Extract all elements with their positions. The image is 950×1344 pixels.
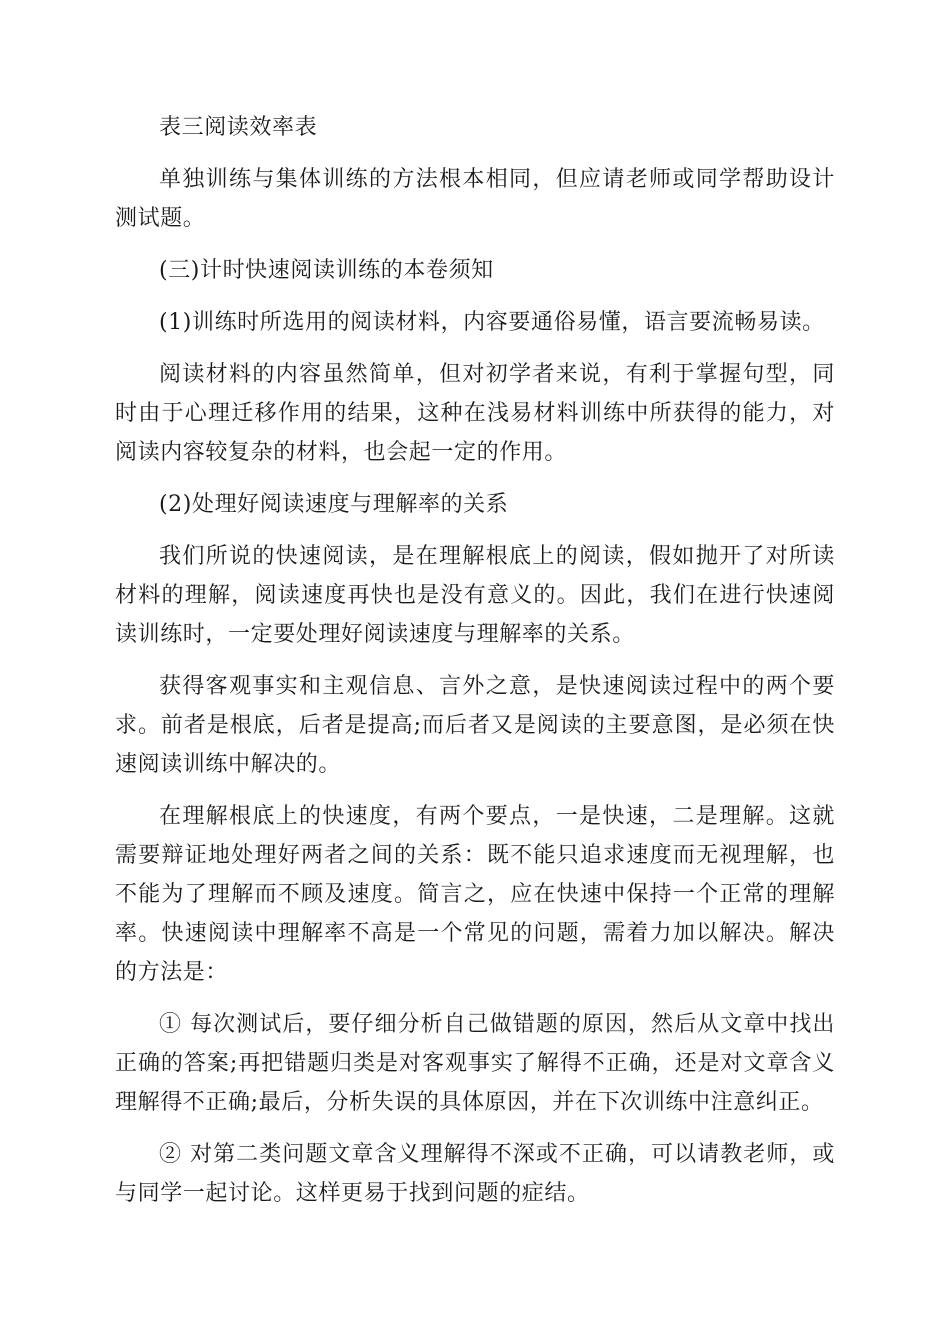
paragraph-fast-reading: 我们所说的快速阅读，是在理解根底上的阅读，假如抛开了对所读材料的理解，阅读速度再快也是没有意义的。因此，我们在进行快速阅读训练时，一定要处理好阅读速度与理解率的关系。 xyxy=(115,544,835,647)
paragraph-two-key-points: 在理解根底上的快速度，有两个要点，一是快速，二是理解。这就需要辩证地处理好两者之间的关系：既不能只追求速度而无视理解，也不能为了理解而不顾及速度。简言之，应在快速中保持一个正常的理解率。快速阅读中理解率不高是一个常见的问题，需着力加以解决。解决的方法是： xyxy=(115,804,835,985)
paragraph-individual-training: 单独训练与集体训练的方法根本相同，但应请老师或同学帮助设计测试题。 xyxy=(115,167,835,231)
document-body xyxy=(115,108,835,1226)
table-caption: 表三阅读效率表 xyxy=(159,115,318,140)
paragraph-material-content: 阅读材料的内容虽然简单，但对初学者来说，有利于掌握句型，同时由于心理迁移作用的结果，这种在浅易材料训练中所获得的能力，对阅读内容较复杂的材料，也会起一定的作用。 xyxy=(115,362,835,465)
list-item-2-speed-comprehension: (2)处理好阅读速度与理解率的关系 xyxy=(159,492,509,517)
section-heading-notes: (三)计时快速阅读训练的本卷须知 xyxy=(159,258,494,283)
paragraph-objective-facts: 获得客观事实和主观信息、言外之意，是快速阅读过程中的两个要求。前者是根底，后者是提高;而后者又是阅读的主要意图，是必须在快速阅读训练中解决的。 xyxy=(115,674,835,777)
paragraph-method-1: ① 每次测试后，要仔细分析自己做错题的原因，然后从文章中找出正确的答案;再把错题归类是对客观事实了解得不正确，还是对文章含义理解得不正确;最后，分析失误的具体原因，并在下次训练中注意纠正。 xyxy=(115,1012,835,1115)
list-item-1-material: (1)训练时所选用的阅读材料，内容要通俗易懂，语言要流畅易读。 xyxy=(159,310,825,335)
paragraph-method-2: ② 对第二类问题文章含义理解得不深或不正确，可以请教老师，或与同学一起讨论。这样更易于找到问题的症结。 xyxy=(115,1142,835,1206)
